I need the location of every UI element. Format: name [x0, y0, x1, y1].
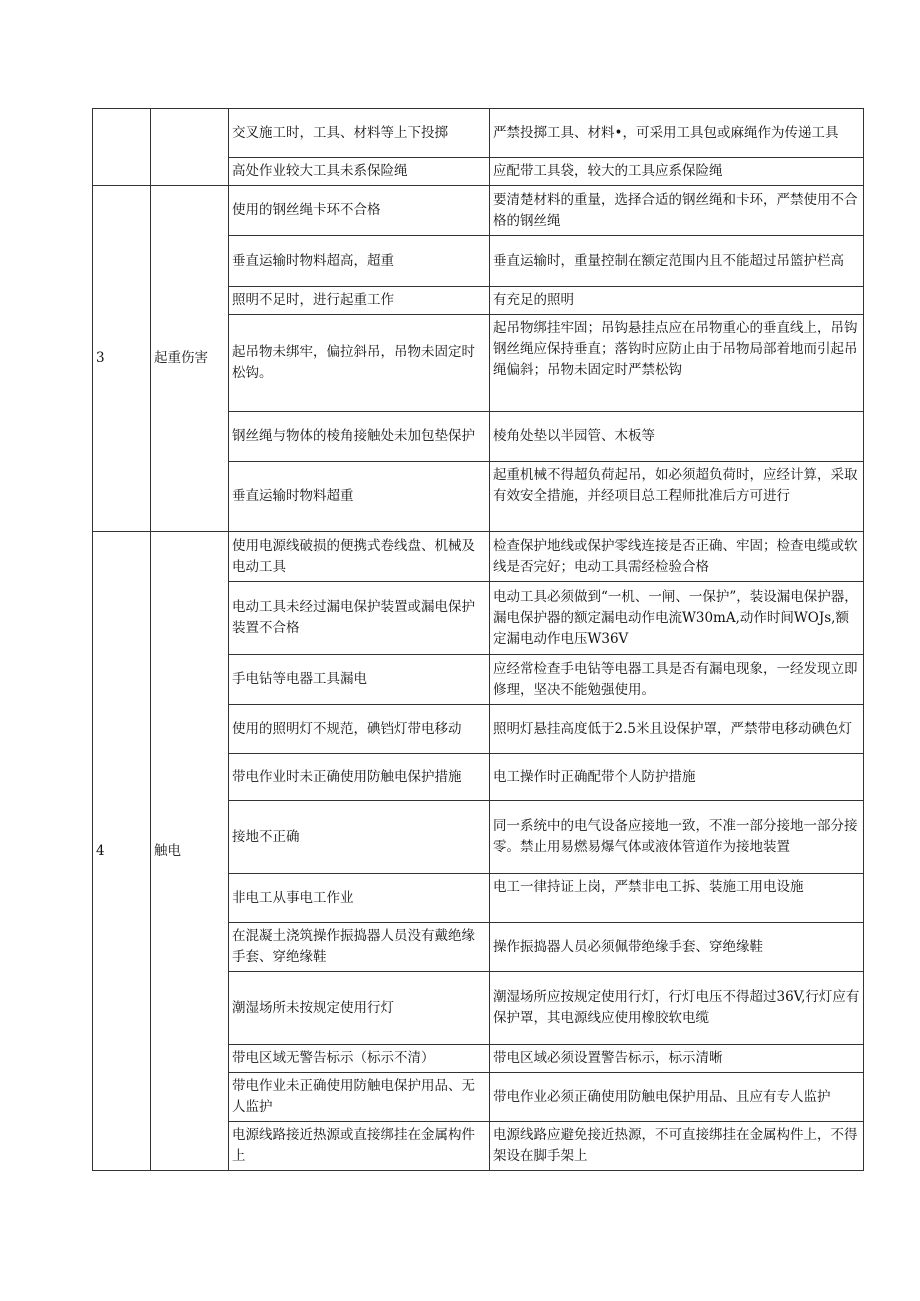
hazard-cell: 在混凝土浇筑操作振捣器人员没有戴绝缘手套、穿绝缘鞋 — [229, 923, 490, 972]
hazard-cell: 使用的钢丝绳卡环不合格 — [229, 186, 490, 236]
measure-cell: 带电区域必须设置警告标示，标示清晰 — [490, 1045, 864, 1073]
measure-cell: 操作振捣器人员必须佩带绝缘手套、穿绝缘鞋 — [490, 923, 864, 972]
measure-cell: 同一系统中的电气设备应接地一致，不准一部分接地一部分接零。禁止用易燃易爆气体或液体管道作为接地装置 — [490, 801, 864, 874]
measure-cell: 起吊物绑挂牢固；吊钩悬挂点应在吊物重心的垂直线上，吊钩钢丝绳应保持垂直；落钩时应防止由于吊物局部着地而引起吊绳偏斜；吊物未固定时严禁松钩 — [490, 315, 864, 412]
measure-cell: 应经常检查手电钻等电器工具是否有漏电现象，一经发现立即修理，坚决不能勉强使用。 — [490, 655, 864, 705]
hazard-cell: 潮湿场所未按规定使用行灯 — [229, 972, 490, 1045]
measure-cell: 有充足的照明 — [490, 287, 864, 315]
hazard-cell: 垂直运输时物料超高，超重 — [229, 236, 490, 287]
hazard-cell: 接地不正确 — [229, 801, 490, 874]
measure-cell: 电工一律持证上岗，严禁非电工拆、装施工用电设施 — [490, 874, 864, 923]
hazard-cell: 带电作业未正确使用防触电保护用品、无人监护 — [229, 1073, 490, 1122]
measure-cell: 电源线路应避免接近热源，不可直接绑挂在金属构件上，不得架设在脚手架上 — [490, 1122, 864, 1171]
hazard-cell: 使用电源线破损的便携式卷线盘、机械及电动工具 — [229, 532, 490, 582]
hazard-cell: 带电作业时未正确使用防触电保护措施 — [229, 754, 490, 801]
hazard-table — [92, 108, 864, 1171]
measure-cell: 起重机械不得超负荷起吊，如必须超负荷时，应经计算，采取有效安全措施，并经项目总工程师批准后方可进行 — [490, 462, 864, 532]
measure-cell: 电工操作时正确配带个人防护措施 — [490, 754, 864, 801]
measure-cell: 带电作业必须正确使用防触电保护用品、且应有专人监护 — [490, 1073, 864, 1122]
hazard-cell: 手电钻等电器工具漏电 — [229, 655, 490, 705]
measure-cell: 严禁投掷工具、材料•，可采用工具包或麻绳作为传递工具 — [490, 109, 864, 158]
group-category-cell: 触电 — [151, 532, 229, 1171]
hazard-cell: 电源线路接近热源或直接绑挂在金属构件上 — [229, 1122, 490, 1171]
measure-cell: 检查保护地线或保护零线连接是否正确、牢固；检查电缆或软线是否完好；电动工具需经检验合格 — [490, 532, 864, 582]
hazard-cell: 电动工具未经过漏电保护装置或漏电保护装置不合格 — [229, 582, 490, 655]
hazard-cell: 带电区域无警告标示（标示不清） — [229, 1045, 490, 1073]
measure-cell: 电动工具必须做到“一机、一闸、一保护”，装设漏电保护器，漏电保护器的额定漏电动作电流W30mA,动作时间WOJs,额定漏电动作电压W36V — [490, 582, 864, 655]
hazard-cell: 钢丝绳与物体的棱角接触处未加包垫保护 — [229, 412, 490, 462]
table-row — [93, 186, 864, 236]
hazard-cell: 非电工从事电工作业 — [229, 874, 490, 923]
hazard-cell: 使用的照明灯不规范，碘铛灯带电移动 — [229, 705, 490, 754]
hazard-cell: 交叉施工时，工具、材料等上下投掷 — [229, 109, 490, 158]
group-number-cell: 4 — [93, 532, 151, 1171]
group-number-cell — [93, 109, 151, 186]
hazard-cell: 照明不足时，进行起重工作 — [229, 287, 490, 315]
group-category-cell — [151, 109, 229, 186]
hazard-cell: 起吊物未绑牢，偏拉斜吊，吊物未固定时松钩。 — [229, 315, 490, 412]
table-row — [93, 109, 864, 158]
measure-cell: 垂直运输时，重量控制在额定范围内且不能超过吊篮护栏高 — [490, 236, 864, 287]
measure-cell: 棱角处垫以半园管、木板等 — [490, 412, 864, 462]
measure-cell: 应配带工具袋，较大的工具应系保险绳 — [490, 158, 864, 186]
measure-cell: 潮湿场所应按规定使用行灯，行灯电压不得超过36V,行灯应有保护罩，其电源线应使用橡胶软电缆 — [490, 972, 864, 1045]
measure-cell: 要清楚材料的重量，选择合适的钢丝绳和卡环，严禁使用不合格的钢丝绳 — [490, 186, 864, 236]
hazard-cell: 垂直运输时物料超重 — [229, 462, 490, 532]
group-number-cell: 3 — [93, 186, 151, 532]
measure-cell: 照明灯悬挂高度低于2.5米且设保护罩，严禁带电移动碘色灯 — [490, 705, 864, 754]
table-row — [93, 532, 864, 582]
group-category-cell: 起重伤害 — [151, 186, 229, 532]
hazard-cell: 高处作业较大工具未系保险绳 — [229, 158, 490, 186]
